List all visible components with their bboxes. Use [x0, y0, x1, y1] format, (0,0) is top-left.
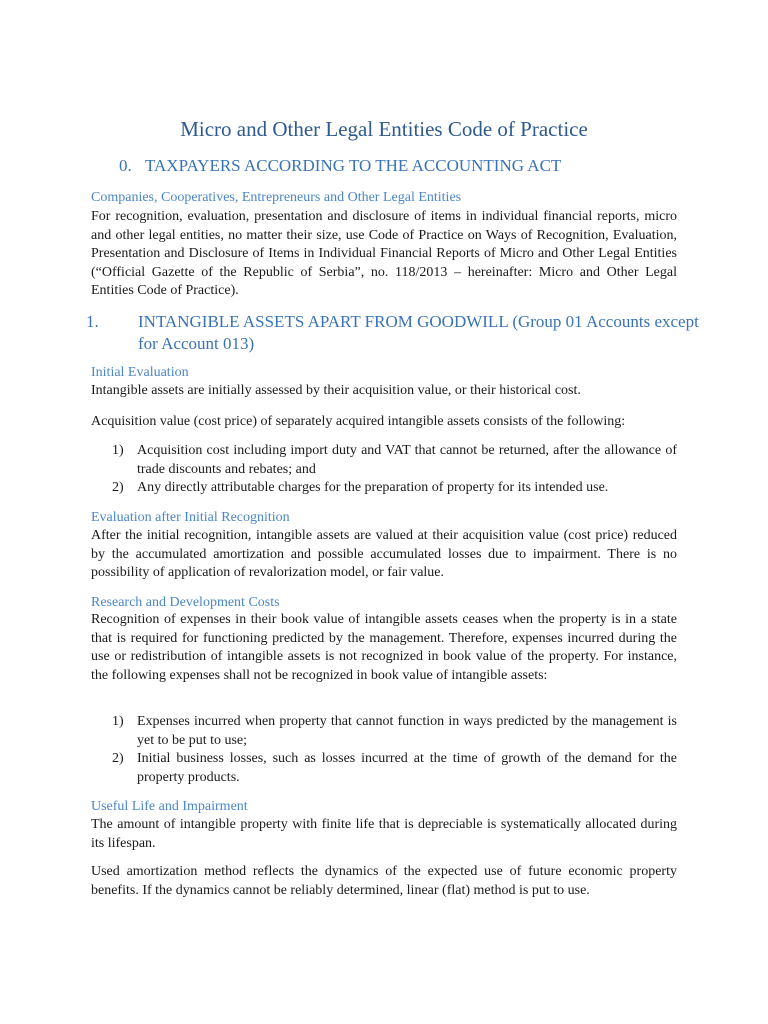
section-1-heading-text: INTANGIBLE ASSETS APART FROM GOODWILL (Group 01 Accounts except for Account 013)	[138, 312, 699, 353]
excluded-expenses-list	[112, 713, 677, 787]
initial-evaluation-subheading: Initial Evaluation	[91, 365, 189, 380]
research-paragraph: Recognition of expenses in their book value of intangible assets ceases when the property is in a state that is required for functioning predicted by the management. Therefore, expenses incurred during the use or redistribution of intangible assets is not recognized in book value of the property. For instance, the following expenses shall not be recognized in book value of intangible assets:	[91, 612, 677, 683]
list-item-text: Any directly attributable charges for the preparation of property for its intended use.	[137, 480, 609, 496]
list-item	[112, 750, 677, 787]
evaluation-after-subheading: Evaluation after Initial Recognition	[91, 510, 290, 525]
initial-evaluation-paragraph-2: Acquisition value (cost price) of separately acquired intangible assets consists of the following:	[91, 414, 626, 429]
list-item-text: Initial business losses, such as losses incurred at the time of growth of the demand for the property products.	[137, 751, 677, 785]
section-0-heading-text: TAXPAYERS ACCORDING TO THE ACCOUNTING ACT	[145, 156, 562, 175]
list-marker: 2)	[112, 751, 124, 767]
section-0-paragraph: For recognition, evaluation, presentation and disclosure of items in individual financial reports, micro and other legal entities, no matter their size, use Code of Practice on Ways of Recognition, Evaluation, Presentation and Disclosure of Items in Individual Financial Reports of Micro and Other Legal Entities (“Official Gazette of the Republic of Serbia”, no. 118/2013 – hereinafter: Micro and Other Legal Entities Code of Practice).	[91, 209, 677, 299]
section-1-heading	[86, 311, 703, 355]
initial-evaluation-paragraph-1: Intangible assets are initially assessed by their acquisition value, or their historical cost.	[91, 383, 581, 398]
evaluation-after-paragraph: After the initial recognition, intangible assets are valued at their acquisition value (cost price) reduced by the accumulated amortization and possible accumulated losses due to impairment. There is no possibility of application of revalorization model, or fair value.	[91, 528, 677, 581]
useful-life-paragraph-1: The amount of intangible property with finite life that is depreciable is systematically allocated during its lifespan.	[91, 817, 677, 851]
list-item	[112, 479, 677, 498]
list-item-text: Acquisition cost including import duty and VAT that cannot be returned, after the allowance of trade discounts and rebates; and	[137, 443, 677, 477]
acquisition-value-list	[112, 442, 677, 498]
list-item	[112, 713, 677, 750]
section-0-heading	[119, 155, 677, 177]
useful-life-subheading: Useful Life and Impairment	[91, 799, 248, 814]
useful-life-paragraph-2: Used amortization method reflects the dynamics of the expected use of future economic property benefits. If the dynamics cannot be reliably determined, linear (flat) method is put to use.	[91, 864, 677, 898]
section-1-number: 1.	[86, 312, 99, 331]
research-subheading: Research and Development Costs	[91, 595, 280, 610]
list-marker: 1)	[112, 443, 124, 458]
section-0-subheading: Companies, Cooperatives, Entrepreneurs and Other Legal Entities	[91, 190, 462, 205]
section-0-number: 0.	[119, 156, 132, 175]
list-item-text: Expenses incurred when property that cannot function in ways predicted by the management is yet to be put to use;	[137, 714, 677, 748]
list-marker: 1)	[112, 714, 124, 729]
list-marker: 2)	[112, 480, 124, 496]
list-item	[112, 442, 677, 479]
document-title: Micro and Other Legal Entities Code of Practice	[180, 117, 588, 141]
